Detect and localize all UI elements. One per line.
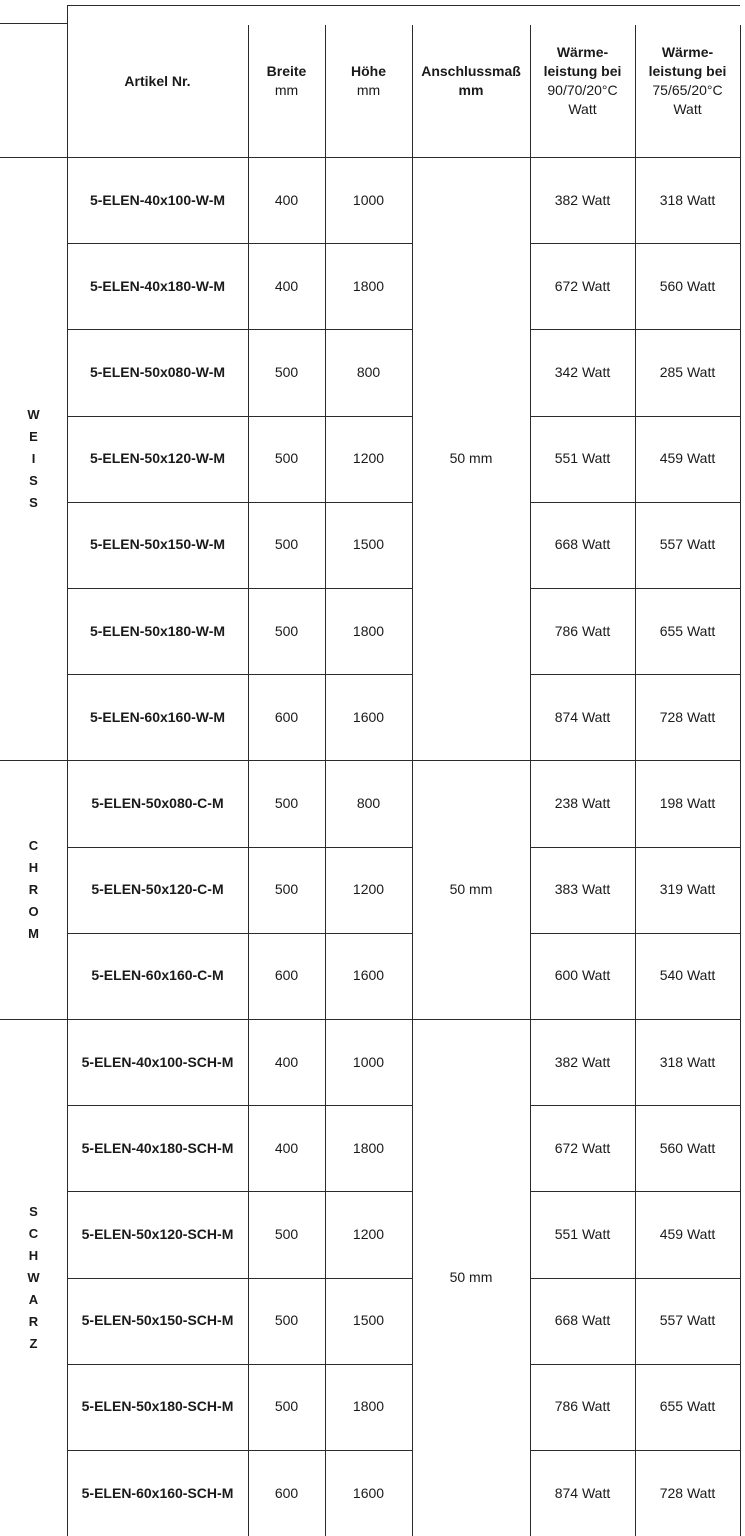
hoehe-cell: 1500 bbox=[352, 536, 385, 553]
hoehe-cell: 1200 bbox=[352, 450, 385, 467]
artikel-cell: 5-ELEN-50x080-C-M bbox=[91, 795, 224, 812]
waerme-75-cell: 319 Watt bbox=[659, 881, 716, 898]
waerme-75-cell: 728 Watt bbox=[659, 1484, 716, 1501]
hoehe-cell: 1200 bbox=[352, 1226, 385, 1243]
header-waerme-90-line: 90/70/20°C bbox=[547, 82, 618, 98]
breite-cell: 500 bbox=[274, 1312, 299, 1329]
group-label-letter: S bbox=[29, 472, 38, 488]
header-waerme-90-line: leistung bei bbox=[543, 63, 622, 80]
column-divider bbox=[740, 25, 741, 1536]
waerme-75-cell: 655 Watt bbox=[659, 1398, 716, 1415]
group-label-letter: S bbox=[29, 494, 38, 510]
artikel-cell: 5-ELEN-50x180-SCH-M bbox=[81, 1398, 234, 1415]
anschluss-merged-cell: 50 mm bbox=[449, 1269, 493, 1286]
hoehe-cell: 1800 bbox=[352, 1139, 385, 1156]
artikel-cell: 5-ELEN-40x180-SCH-M bbox=[81, 1139, 234, 1156]
header-waerme-90 bbox=[530, 5, 635, 157]
group-label-letter: O bbox=[28, 903, 39, 919]
breite-cell: 500 bbox=[274, 364, 299, 381]
artikel-cell: 5-ELEN-60x160-C-M bbox=[91, 967, 224, 984]
group-label-letter: R bbox=[28, 881, 39, 897]
breite-cell: 500 bbox=[274, 1226, 299, 1243]
artikel-cell: 5-ELEN-60x160-SCH-M bbox=[81, 1484, 234, 1501]
breite-cell: 600 bbox=[274, 708, 299, 725]
group-label-letter: I bbox=[31, 450, 36, 466]
artikel-cell: 5-ELEN-50x120-C-M bbox=[91, 881, 224, 898]
hoehe-cell: 1600 bbox=[352, 1484, 385, 1501]
waerme-75-cell: 728 Watt bbox=[659, 708, 716, 725]
breite-cell: 600 bbox=[274, 967, 299, 984]
header-waerme-90-line: Watt bbox=[568, 100, 597, 117]
artikel-cell: 5-ELEN-50x150-SCH-M bbox=[81, 1312, 234, 1329]
group-label-letter: E bbox=[29, 428, 38, 444]
waerme-90-cell: 786 Watt bbox=[554, 1398, 611, 1415]
waerme-75-cell: 318 Watt bbox=[659, 1053, 716, 1070]
waerme-90-cell: 668 Watt bbox=[554, 1312, 611, 1329]
waerme-90-cell: 383 Watt bbox=[554, 881, 611, 898]
waerme-90-cell: 874 Watt bbox=[554, 1484, 611, 1501]
header-breite bbox=[248, 5, 325, 157]
group-label-letter: C bbox=[28, 1225, 39, 1241]
artikel-cell: 5-ELEN-50x150-W-M bbox=[89, 536, 226, 553]
group-label-letter: H bbox=[28, 859, 39, 875]
header-waerme-75-line: Watt bbox=[673, 100, 702, 117]
waerme-75-cell: 198 Watt bbox=[659, 795, 716, 812]
header-waerme-75-line: leistung bei bbox=[648, 63, 727, 80]
hoehe-cell: 800 bbox=[356, 795, 381, 812]
artikel-cell: 5-ELEN-50x080-W-M bbox=[89, 364, 226, 381]
waerme-75-cell: 655 Watt bbox=[659, 622, 716, 639]
header-hoehe-line: Höhe bbox=[351, 63, 386, 80]
hoehe-cell: 1800 bbox=[352, 277, 385, 294]
waerme-90-cell: 382 Watt bbox=[554, 1053, 611, 1070]
waerme-75-cell: 318 Watt bbox=[659, 191, 716, 208]
hoehe-cell: 1200 bbox=[352, 881, 385, 898]
waerme-90-cell: 342 Watt bbox=[554, 364, 611, 381]
hoehe-cell: 1500 bbox=[352, 1312, 385, 1329]
group-label-letter: W bbox=[27, 1269, 40, 1285]
waerme-90-cell: 382 Watt bbox=[554, 191, 611, 208]
group-label-letter: Z bbox=[29, 1335, 38, 1351]
header-breite-line: mm bbox=[274, 82, 299, 98]
waerme-75-cell: 285 Watt bbox=[659, 364, 716, 381]
breite-cell: 500 bbox=[274, 795, 299, 812]
group-label-letter: R bbox=[28, 1313, 39, 1329]
column-divider bbox=[412, 25, 413, 157]
waerme-90-cell: 238 Watt bbox=[554, 795, 611, 812]
waerme-90-cell: 786 Watt bbox=[554, 622, 611, 639]
header-artikel bbox=[67, 5, 248, 157]
group-label-letter: M bbox=[28, 925, 39, 941]
group-label-letter: A bbox=[28, 1291, 39, 1307]
header-waerme-75-line: Wärme- bbox=[661, 44, 714, 61]
breite-cell: 500 bbox=[274, 1398, 299, 1415]
breite-cell: 400 bbox=[274, 191, 299, 208]
header-breite-line: Breite bbox=[266, 63, 307, 80]
breite-cell: 600 bbox=[274, 1484, 299, 1501]
breite-cell: 500 bbox=[274, 450, 299, 467]
header-waerme-90-line: Wärme- bbox=[556, 44, 609, 61]
hoehe-cell: 1600 bbox=[352, 967, 385, 984]
table-top-border-left bbox=[0, 23, 67, 24]
waerme-90-cell: 551 Watt bbox=[554, 1226, 611, 1243]
breite-cell: 400 bbox=[274, 277, 299, 294]
header-anschluss-line: mm bbox=[458, 82, 484, 98]
group-label bbox=[0, 760, 67, 1019]
breite-cell: 500 bbox=[274, 622, 299, 639]
waerme-75-cell: 560 Watt bbox=[659, 277, 716, 294]
group-label bbox=[0, 157, 67, 760]
artikel-cell: 5-ELEN-50x120-SCH-M bbox=[81, 1226, 234, 1243]
waerme-90-cell: 672 Watt bbox=[554, 277, 611, 294]
header-waerme-75 bbox=[635, 5, 740, 157]
breite-cell: 400 bbox=[274, 1139, 299, 1156]
waerme-75-cell: 540 Watt bbox=[659, 967, 716, 984]
group-label bbox=[0, 1019, 67, 1536]
header-waerme-75-line: 75/65/20°C bbox=[652, 82, 723, 98]
waerme-75-cell: 459 Watt bbox=[659, 1226, 716, 1243]
waerme-75-cell: 557 Watt bbox=[659, 1312, 716, 1329]
waerme-90-cell: 874 Watt bbox=[554, 708, 611, 725]
group-label-letter: W bbox=[27, 406, 40, 422]
breite-cell: 400 bbox=[274, 1053, 299, 1070]
waerme-90-cell: 551 Watt bbox=[554, 450, 611, 467]
group-label-letter: C bbox=[28, 837, 39, 853]
anschluss-merged-cell: 50 mm bbox=[449, 881, 493, 898]
hoehe-cell: 1800 bbox=[352, 1398, 385, 1415]
breite-cell: 500 bbox=[274, 881, 299, 898]
anschluss-merged-cell: 50 mm bbox=[449, 450, 493, 467]
waerme-75-cell: 560 Watt bbox=[659, 1139, 716, 1156]
waerme-90-cell: 600 Watt bbox=[554, 967, 611, 984]
waerme-75-cell: 557 Watt bbox=[659, 536, 716, 553]
breite-cell: 500 bbox=[274, 536, 299, 553]
header-artikel-line: Artikel Nr. bbox=[124, 72, 191, 89]
artikel-cell: 5-ELEN-40x100-W-M bbox=[89, 191, 226, 208]
waerme-75-cell: 459 Watt bbox=[659, 450, 716, 467]
header-anschluss bbox=[412, 5, 530, 157]
header-hoehe bbox=[325, 5, 412, 157]
artikel-cell: 5-ELEN-40x180-W-M bbox=[89, 277, 226, 294]
waerme-90-cell: 672 Watt bbox=[554, 1139, 611, 1156]
artikel-cell: 5-ELEN-40x100-SCH-M bbox=[81, 1053, 234, 1070]
waerme-90-cell: 668 Watt bbox=[554, 536, 611, 553]
header-hoehe-line: mm bbox=[356, 82, 381, 98]
group-label-letter: S bbox=[29, 1203, 38, 1219]
hoehe-cell: 1800 bbox=[352, 622, 385, 639]
artikel-cell: 5-ELEN-50x120-W-M bbox=[89, 450, 226, 467]
header-anschluss-line: Anschlussmaß bbox=[421, 63, 521, 80]
hoehe-cell: 1000 bbox=[352, 1053, 385, 1070]
group-label-letter: H bbox=[28, 1247, 39, 1263]
hoehe-cell: 1600 bbox=[352, 708, 385, 725]
hoehe-cell: 1000 bbox=[352, 191, 385, 208]
artikel-cell: 5-ELEN-50x180-W-M bbox=[89, 622, 226, 639]
artikel-cell: 5-ELEN-60x160-W-M bbox=[89, 708, 226, 725]
hoehe-cell: 800 bbox=[356, 364, 381, 381]
